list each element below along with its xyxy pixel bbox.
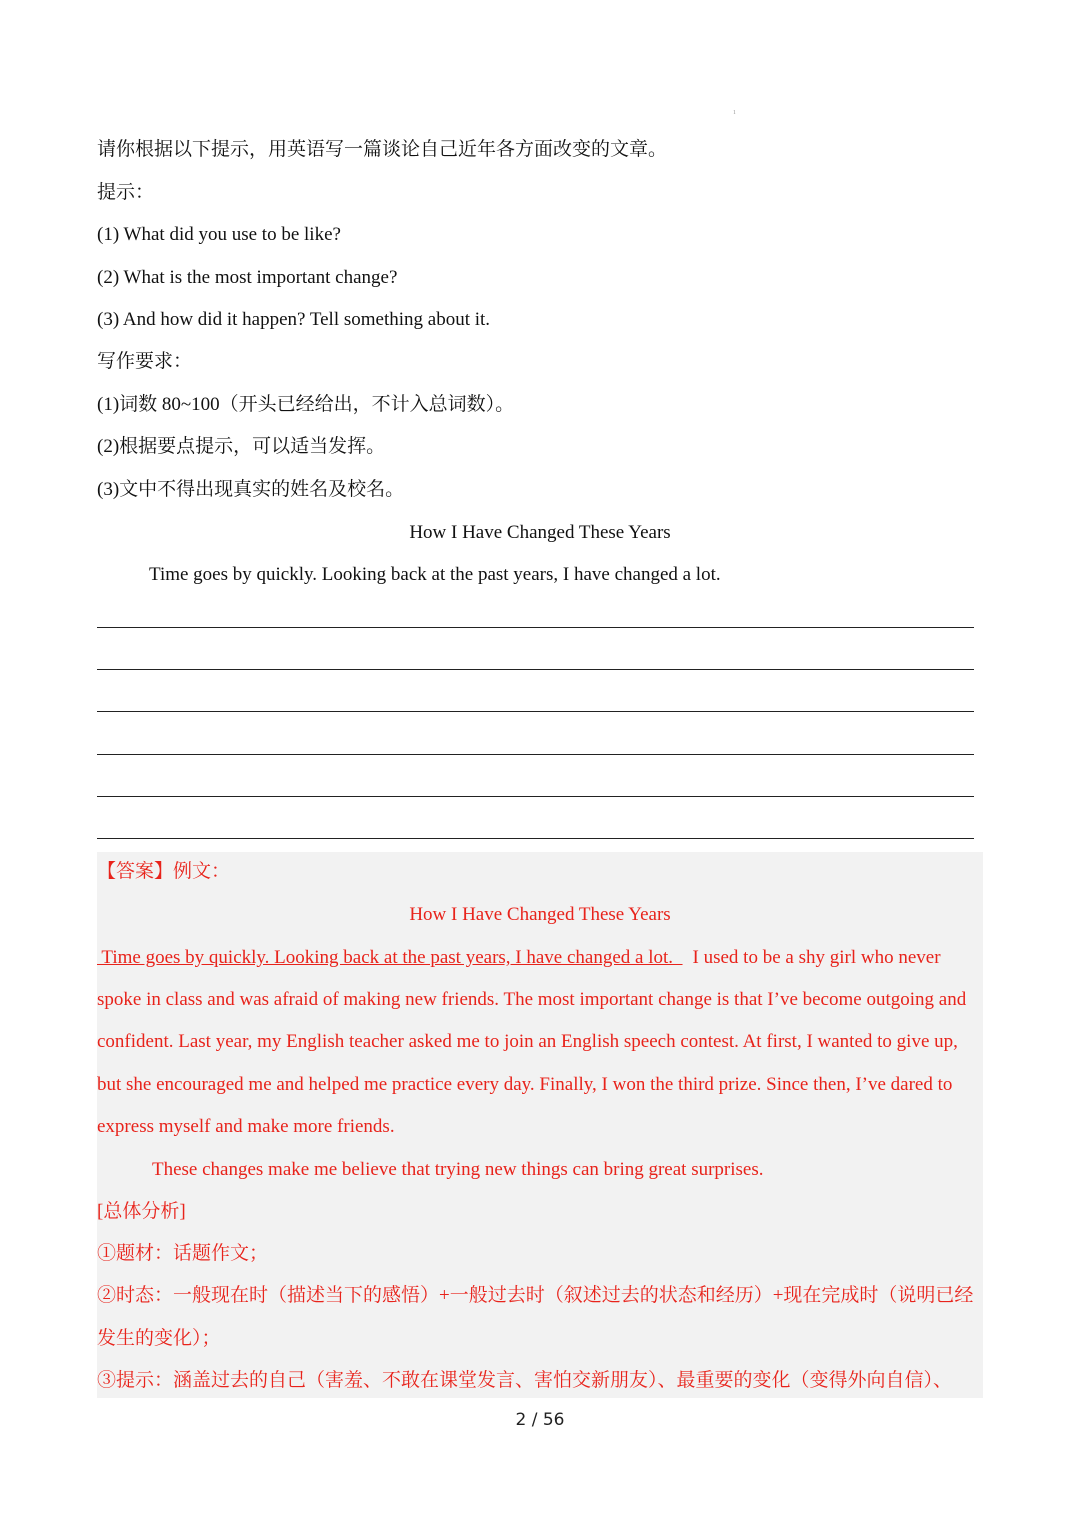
answer-closing: These changes make me believe that trying new things can bring great surprises. [152,1159,764,1180]
page-number: 2 / 56 [515,1410,565,1430]
writing-line-1 [97,627,974,628]
writing-line-6 [97,838,974,839]
answer-title: How I Have Changed These Years [409,904,671,925]
hint-2: (2) What is the most important change? [97,267,398,288]
requirement-1: (1)词数 80~100（开头已经给出，不计入总词数）。 [97,394,515,415]
answer-line-5: express myself and make more friends. [97,1116,395,1137]
requirement-2: (2)根据要点提示，可以适当发挥。 [97,436,386,457]
analysis-label: [总体分析] [97,1201,186,1222]
essay-opening: Time goes by quickly. Looking back at the past years, I have changed a lot. [149,564,721,585]
answer-label: 【答案】例文： [97,861,231,882]
writing-line-4 [97,754,974,755]
hint-3: (3) And how did it happen? Tell something about it. [97,309,491,330]
hints-label: 提示： [97,182,155,203]
answer-line-4: but she encouraged me and helped me practice every day. Finally, I won the third prize. Since then, I’ve dared to [97,1074,953,1095]
header-mark: 1 [733,110,736,116]
instruction-text: 请你根据以下提示，用英语写一篇谈论自己近年各方面改变的文章。 [97,139,668,160]
writing-line-3 [97,711,974,712]
requirements-label: 写作要求： [97,351,193,372]
answer-line-3: confident. Last year, my English teacher asked me to join an English speech contest. At first, I wanted to give up, [97,1031,958,1052]
analysis-item-2: ②时态：一般现在时（描述当下的感悟）+一般过去时（叙述过去的状态和经历）+现在完成时（说明已经 [97,1285,974,1306]
essay-title: How I Have Changed These Years [409,522,671,543]
analysis-item-1: ①题材：话题作文； [97,1243,269,1264]
writing-line-2 [97,669,974,670]
hint-1: (1) What did you use to be like? [97,224,341,245]
answer-line-1-rest: I used to be a shy girl who never [692,947,941,968]
answer-opening-underlined: Time goes by quickly. Looking back at the past years, I have changed a lot. [97,947,683,968]
requirement-3: (3)文中不得出现真实的姓名及校名。 [97,479,405,500]
answer-line-1 [97,946,941,970]
writing-line-5 [97,796,974,797]
answer-line-2: spoke in class and was afraid of making new friends. The most important change is that I’ve become outgoing and [97,989,967,1010]
analysis-item-3: ③提示：涵盖过去的自己（害羞、不敢在课堂发言、害怕交新朋友）、最重要的变化（变得外向自信）、 [97,1370,953,1391]
analysis-item-2-cont: 发生的变化）； [97,1328,221,1349]
